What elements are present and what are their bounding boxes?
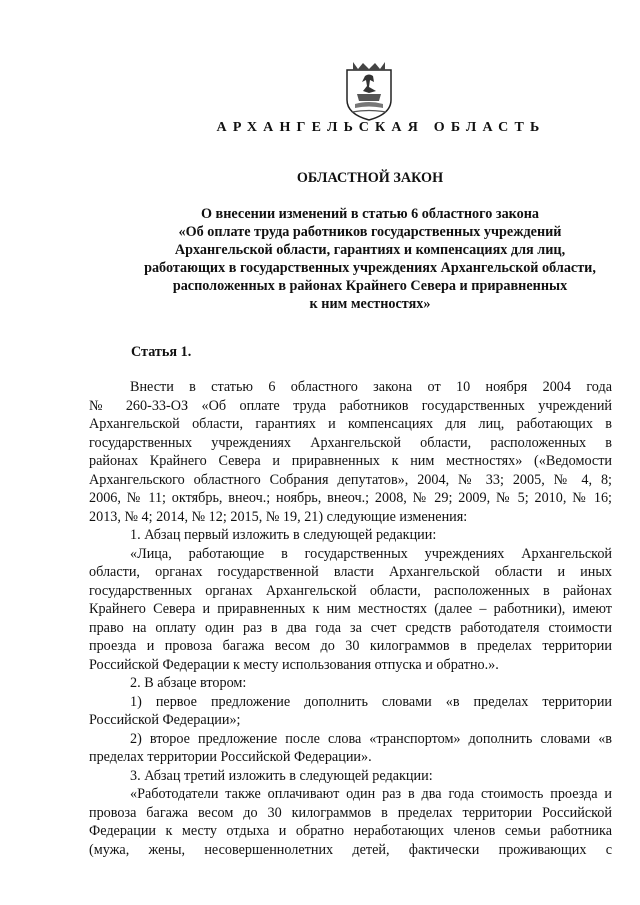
body-line: (мужа, жены, несовершеннолетних детей, фактически проживающих с bbox=[89, 841, 612, 858]
region-name: АРХАНГЕЛЬСКАЯ ОБЛАСТЬ bbox=[216, 120, 546, 135]
body-line: Архангельской области, гарантиях и компенсациях для лиц, работающих в bbox=[89, 416, 612, 432]
body-line: 1) первое предложение дополнить словами «в пределах территории bbox=[130, 693, 612, 710]
body-line: районах Крайнего Севера и приравненных к ним местностях» («Ведомости bbox=[89, 453, 612, 469]
body-line: 3. Абзац третий изложить в следующей редакции: bbox=[130, 767, 433, 784]
body-line: проезда и провоза багажа весом до 30 килограммов в пределах территории bbox=[89, 638, 612, 654]
subtitle-line: к ним местностях» bbox=[309, 296, 431, 312]
body-line: пределах территории Российской Федерации». bbox=[89, 749, 372, 765]
article-heading: Статья 1. bbox=[131, 344, 192, 360]
body-line: Федерации к месту отдыха и обратно неработающих членов семьи работника bbox=[89, 823, 612, 839]
body-line: право на оплату один раз в два года за счет средств работодателя стоимости bbox=[89, 619, 612, 636]
body-line: государственных органах Архангельской области, расположенных в районах bbox=[89, 582, 612, 599]
body-line: государственных учреждениях Архангельской области, расположенных в bbox=[89, 434, 612, 451]
subtitle-line: Архангельской области, гарантиях и компенсациях для лиц, bbox=[174, 242, 566, 258]
body-line: 2013, № 4; 2014, № 12; 2015, № 19, 21) следующие изменения: bbox=[89, 508, 468, 525]
body-line: 2006, № 11; октябрь, внеоч.; ноябрь, внеоч.; 2008, № 29; 2009, № 5; 2010, № 16; bbox=[89, 490, 612, 506]
subtitle-line: расположенных в районах Крайнего Севера и приравненных bbox=[172, 278, 568, 294]
body-line: области, органах государственной власти Архангельской области и иных bbox=[89, 564, 612, 580]
body-line: Крайнего Севера и приравненных к ним местностях (далее – работники), имеют bbox=[89, 601, 612, 617]
body-line: 2) второе предложение после слова «транспортом» дополнить словами «в bbox=[130, 730, 612, 747]
body-line: Российской Федерации»; bbox=[89, 712, 241, 728]
body-line: 1. Абзац первый изложить в следующей редакции: bbox=[130, 527, 437, 543]
body-line: № 260-33-ОЗ «Об оплате труда работников государственных учреждений bbox=[89, 397, 612, 414]
coat-of-arms-icon bbox=[343, 60, 395, 122]
body-line: Внести в статью 6 областного закона от 10 ноября 2004 года bbox=[130, 379, 612, 395]
document-type: ОБЛАСТНОЙ ЗАКОН bbox=[296, 170, 444, 186]
subtitle-line: «Об оплате труда работников государственных учреждений bbox=[178, 224, 562, 240]
body-line: провоза багажа весом до 30 килограммов в пределах территории Российской bbox=[89, 804, 612, 821]
subtitle-line: работающих в государственных учреждениях Архангельской области, bbox=[144, 260, 596, 276]
body-line: «Работодатели также оплачивают один раз в два года стоимость проезда и bbox=[130, 786, 612, 802]
body-line: 2. В абзаце втором: bbox=[130, 675, 247, 691]
body-line: «Лица, работающие в государственных учреждениях Архангельской bbox=[130, 545, 612, 562]
body-line: Архангельского областного Собрания депутатов», 2004, № 33; 2005, № 4, 8; bbox=[89, 471, 612, 488]
subtitle-line: О внесении изменений в статью 6 областного закона bbox=[200, 206, 540, 222]
body-line: Российской Федерации к месту использования отпуска и обратно.». bbox=[89, 656, 499, 673]
article-body bbox=[89, 378, 612, 859]
